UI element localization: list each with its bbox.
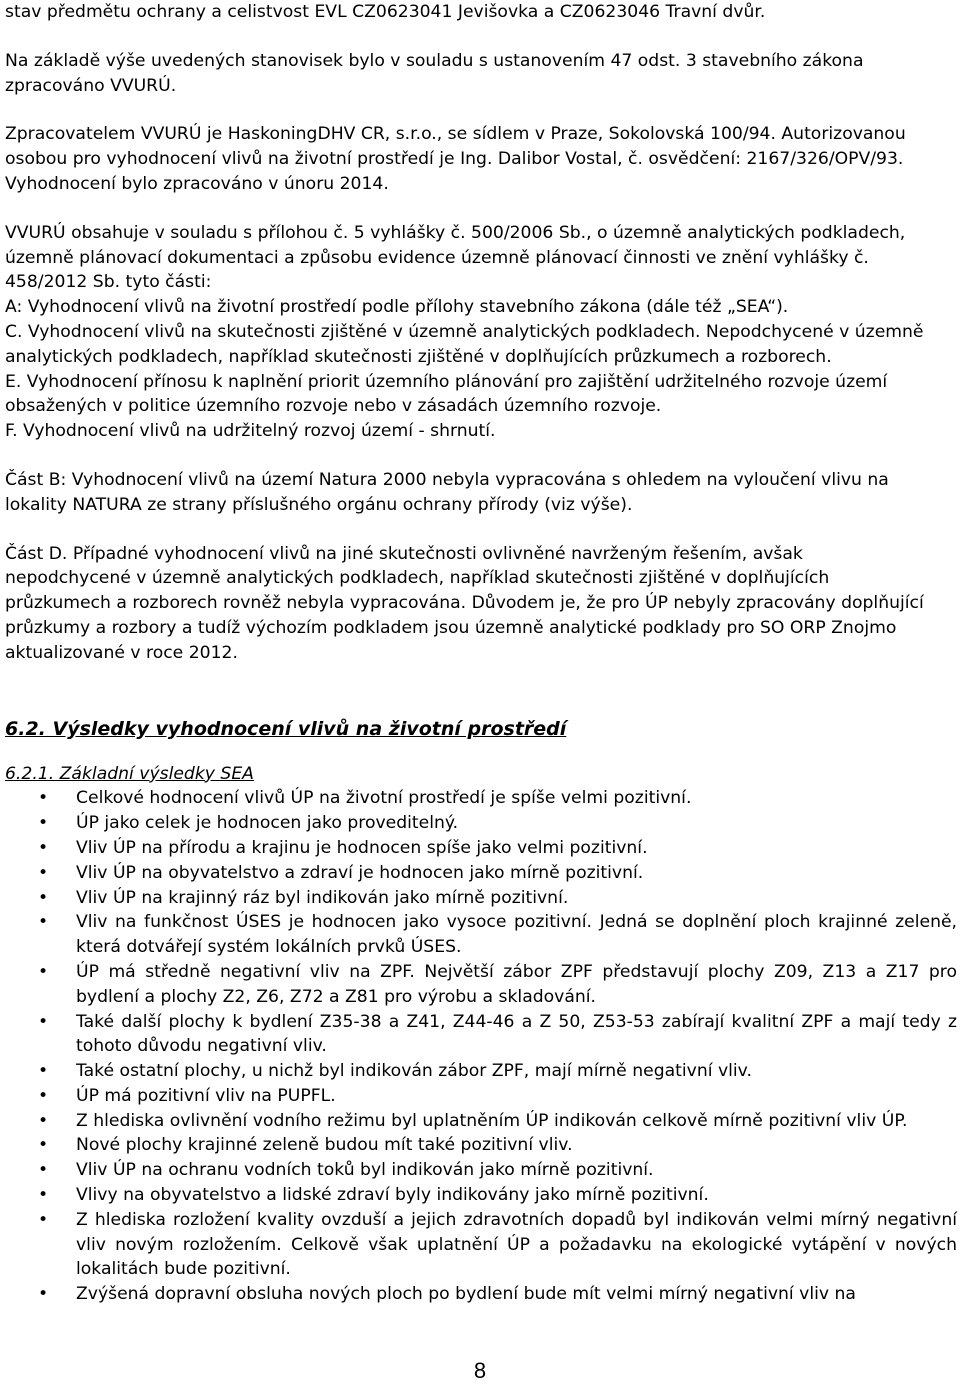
list-item [5, 1208, 957, 1282]
bullet-icon: • [38, 1284, 49, 1305]
text-line: analytických podkladech, například skutečnosti zjištěné v doplňujících průzkumech a rozborech. [5, 346, 832, 367]
list-item-text: ÚP má středně negativní vliv na ZPF. Největší zábor ZPF představují plochy Z09, Z13 a Z17 pro bydlení a plochy Z2, Z6, Z72 a Z81 pro výrobu a skladování. [76, 961, 957, 1007]
list-item [5, 811, 957, 836]
subsection-heading: 6.2.1. Základní výsledky SEA [5, 763, 254, 784]
bullet-icon: • [38, 1135, 49, 1156]
list-item [5, 786, 957, 811]
list-item-text: Vliv na funkčnost ÚSES je hodnocen jako vysoce pozitivní. Jedná se doplnění ploch krajinné zeleně, která dotvářejí systém lokálních prvků ÚSES. [76, 912, 957, 958]
text-line: Zpracovatelem VVURÚ je HaskoningDHV CR, s.r.o., se sídlem v Praze, Sokolovská 100/94. Autorizovanou [5, 124, 906, 145]
text-line: průzkumy a rozbory a tudíž výchozím podkladem jsou územně analytické podklady pro SO ORP Znojmo [5, 617, 897, 638]
bullet-icon: • [38, 837, 49, 858]
text-line: Část B: Vyhodnocení vlivů na území Natura 2000 nebyla vypracována s ohledem na vyloučení vlivu na [5, 469, 889, 490]
bullet-icon: • [38, 862, 49, 883]
bullet-icon: • [38, 961, 49, 982]
text-line: osobou pro vyhodnocení vlivů na životní prostředí je Ing. Dalibor Vostal, č. osvědčení: 2167/326/OPV/93. [5, 149, 904, 170]
bullet-icon: • [38, 1209, 49, 1230]
text-line: A: Vyhodnocení vlivů na životní prostředí podle přílohy stavebního zákona (dále též „SEA“). [5, 297, 789, 318]
list-item [5, 886, 957, 911]
list-item [5, 910, 957, 960]
list-item-text: Vliv ÚP na obyvatelstvo a zdraví je hodnocen jako mírně pozitivní. [76, 862, 644, 883]
text-line: Vyhodnocení bylo zpracováno v únoru 2014. [5, 173, 389, 194]
list-item-text: Také ostatní plochy, u nichž byl indikován zábor ZPF, mají mírně negativní vliv. [76, 1061, 752, 1082]
list-item [5, 1084, 957, 1109]
bullet-icon: • [38, 1011, 49, 1032]
list-item-text: Zvýšená dopravní obsluha nových ploch po bydlení bude mít velmi mírný negativní vliv na [76, 1284, 856, 1305]
bullet-icon: • [38, 1061, 49, 1082]
list-item [5, 960, 957, 1010]
document-page [5, 0, 957, 1307]
list-item-text: Celkové hodnocení vlivů ÚP na životní prostředí je spíše velmi pozitivní. [76, 788, 692, 809]
list-item-text: Z hlediska rozložení kvality ovzduší a jejich zdravotních dopadů byl indikován velmi mírný negativní vliv novým rozložením. Celkově však uplatnění ÚP a požadavku na ekologické vytápění v nových lokalitách bude pozitivní. [76, 1209, 957, 1280]
list-item [5, 836, 957, 861]
bullet-icon: • [38, 1185, 49, 1206]
bullet-icon: • [38, 788, 49, 809]
text-line: F. Vyhodnocení vlivů na udržitelný rozvoj území - shrnutí. [5, 421, 496, 442]
list-item [5, 1010, 957, 1060]
page-number: 8 [473, 1358, 487, 1383]
text-line: 458/2012 Sb. tyto části: [5, 272, 212, 293]
bullet-icon: • [38, 912, 49, 933]
bullet-icon: • [38, 1160, 49, 1181]
list-item-text: Vliv ÚP na ochranu vodních toků byl indikován jako mírně pozitivní. [76, 1160, 654, 1181]
list-item-text: Nové plochy krajinné zeleně budou mít také pozitivní vliv. [76, 1135, 573, 1156]
text-line: průzkumech a rozborech rovněž nebyla vypracována. Důvodem je, že pro ÚP nebyly zpracovány doplňující [5, 593, 924, 614]
text-line: VVURÚ obsahuje v souladu s přílohou č. 5 vyhlášky č. 500/2006 Sb., o územně analytických podkladech, [5, 222, 906, 243]
part-b-paragraph [5, 468, 957, 518]
list-item [5, 1133, 957, 1158]
list-item-text: Vliv ÚP na přírodu a krajinu je hodnocen spíše jako velmi pozitivní. [76, 837, 648, 858]
list-item-text: Vliv ÚP na krajinný ráz byl indikován jako mírně pozitivní. [76, 887, 569, 908]
bullet-icon: • [38, 1085, 49, 1106]
list-item [5, 1282, 957, 1307]
list-item [5, 1109, 957, 1134]
list-item [5, 1059, 957, 1084]
text-line: lokality NATURA ze strany příslušného orgánu ochrany přírody (viz výše). [5, 494, 633, 515]
text-line: Na základě výše uvedených stanovisek bylo v souladu s ustanovením 47 odst. 3 stavebního zákona [5, 50, 864, 71]
list-item [5, 1183, 957, 1208]
text-line: zpracováno VVURÚ. [5, 75, 177, 96]
bullet-icon: • [38, 887, 49, 908]
text-line: nepodchycené v územně analytických podkladech, například skutečnosti zjištěné v doplňujících [5, 568, 830, 589]
list-item [5, 861, 957, 886]
text-line: obsažených v politice územního rozvoje nebo v zásadách územního rozvoje. [5, 396, 662, 417]
text-line: stav předmětu ochrany a celistvost EVL CZ0623041 Jevišovka a CZ0623046 Travní dvůr. [5, 2, 766, 22]
bullet-icon: • [38, 1110, 49, 1131]
list-item [5, 1158, 957, 1183]
list-item-text: Z hlediska ovlivnění vodního režimu byl uplatněním ÚP indikován celkově mírně pozitivní vliv ÚP. [76, 1110, 908, 1131]
list-item-text: ÚP má pozitivní vliv na PUPFL. [76, 1085, 336, 1106]
intro-text [5, 0, 957, 197]
section-heading: 6.2. Výsledky vyhodnocení vlivů na životní prostředí [5, 717, 567, 740]
text-line: Část D. Případné vyhodnocení vlivů na jiné skutečnosti ovlivněné navrženým řešením, avšak [5, 543, 803, 564]
list-item-text: Vlivy na obyvatelstvo a lidské zdraví byly indikovány jako mírně pozitivní. [76, 1185, 709, 1206]
bullet-icon: • [38, 813, 49, 834]
part-d-paragraph [5, 542, 957, 666]
text-line: aktualizované v roce 2012. [5, 642, 238, 663]
text-line: E. Vyhodnocení přínosu k naplnění priorit územního plánování pro zajištění udržitelného rozvoje území [5, 371, 888, 392]
list-item-text: Také další plochy k bydlení Z35-38 a Z41, Z44-46 a Z 50, Z53-53 zabírají kvalitní ZPF a mají tedy z tohoto důvodu negativní vliv. [76, 1011, 957, 1057]
text-line: C. Vyhodnocení vlivů na skutečnosti zjištěné v územně analytických podkladech. Nepodchycené v územně [5, 321, 924, 342]
results-list [5, 786, 957, 1307]
contents-paragraph [5, 221, 957, 444]
text-line: územně plánovací dokumentaci a způsobu evidence územně plánovací činnosti ve znění vyhlášky č. [5, 247, 869, 268]
list-item-text: ÚP jako celek je hodnocen jako proveditelný. [76, 813, 459, 834]
